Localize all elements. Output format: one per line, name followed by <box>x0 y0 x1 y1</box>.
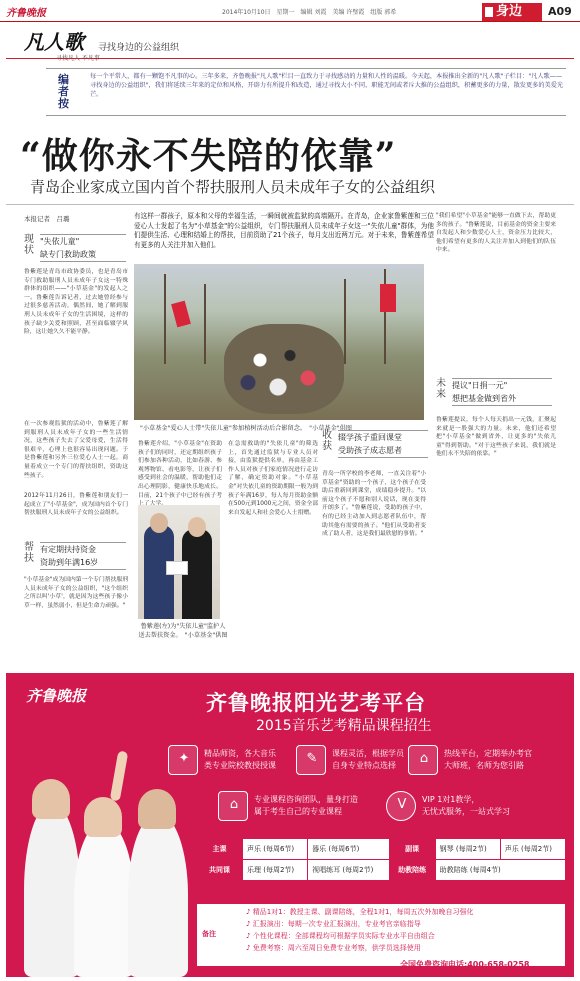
section-tab[interactable] <box>482 3 542 21</box>
body-text: "小草基金"成为国内第一个专门帮扶服刑人员未成年子女的公益组织，"这个组织之所以叫'小草'，就是因为这些孩子像小草一样，虽然弱小，但是生命力顽强。" <box>24 577 128 609</box>
section-title-line: 辍学孩子重回课堂 <box>338 433 402 442</box>
section-heading <box>24 542 134 572</box>
course-name: 声乐 <box>504 845 519 853</box>
body-text: 2012年11月26日，鲁紫莲和朋友们一起成立了"小草基金"，成为国内首个专门帮扶服刑人员未成年子女的公益组织。 <box>24 493 128 517</box>
photo-caption: "小草基金"爱心人士带"失依儿童"参加植树活动后合影留念。 "小草基金"供图 <box>140 425 352 432</box>
section-title-line: 受助孩子成志愿者 <box>338 446 402 455</box>
column-kicker: 寻找身边的公益组织 <box>98 43 180 53</box>
table-header-cell: 共同课 <box>197 860 243 881</box>
section-label: 身边 <box>496 4 523 19</box>
section-heading <box>322 430 432 464</box>
column-brand <box>24 26 94 62</box>
section-title <box>40 542 126 570</box>
body-text: 鲁紫莲介绍，"小草基金"在资助孩子们的同时，还定期组织孩子们参加各种活动，比如春游、参观博物馆、看电影等，让孩子们感受到社会的温暖，帮助他们走出心理阴影，健康快乐地成长。目前，21个孩子中已经有孩子考 <box>138 441 222 499</box>
body-text: 青岛一所学校的李老师，一直关注着"小草基金"资助的一个孩子，这个孩子在受助后重新回到课堂，成绩稳步提升。"以前这个孩子不愿和别人说话，现在变得开朗多了。"鲁紫莲说，受助的孩子中，有的已经主动加入到志愿者队伍中，帮助其他有需要的孩子。"他们从受助者变成了助人者，这是我们最欣慰的事情。" <box>322 471 426 538</box>
issue-meta: 2014年10月10日 星期一 编辑 刘霞 美编 许璧霞 组版 郭希 <box>222 9 397 16</box>
divider <box>6 204 574 205</box>
section-title <box>338 430 428 458</box>
editor-note-text: 每一个平常人，都有一颗饱不凡事的心。三年多来，齐鲁晚报"凡人歌"栏目一直致力于寻找感动的力量和人性的温暖。今天起，本报推出全新的"凡人歌"子栏目："凡人歌——寻找身边的公益组织"，我们将延续三年来的定位和风格，开辟力有所提升和改造，通过寻找大小不同，职能无间或者斥大推的公益组织，积蓄更多的力量，散发更多的美爱光芒。 <box>90 73 564 98</box>
table-row <box>197 860 566 881</box>
note-item: ♪ 精品1对1：教授主课、副课陪练，全程1对1，每周五次外加晚自习强化 <box>246 908 474 916</box>
course-note: (每周2节) <box>521 845 552 853</box>
course-name: 视唱练耳 <box>312 866 341 874</box>
table-header-cell: 助教陪练 <box>389 860 435 881</box>
advertisement[interactable]: 齐鲁晚报 齐鲁晚报阳光艺考平台 2015音乐艺考精品课程招生 ✦ 精品师资，各大音乐 类专业院校教授授课 ✎ 课程灵活，根据学员 自身专业特点选择 ⌂ 热线平台，定期举办考官 大师班，名师为您引路 ⌂ 专业课程咨询团队，量身打造 属于考生自己的专业课程 V VIP 1对1教学， 无忧式服务，一站式学习 主课 声乐 (每周6节) 器乐 (每周6节) 副课 钢琴 (每周2节) 声乐 (每周2节) 共同课 乐理 (每周2节) 视唱练耳 (每周2节) 助教陪练 助教陪练 (每周4节) 备注 ♪ 精品1对1：教授主课、副课陪练，全程1对1，每周五次外加晚自习强化 ♪ 汇报演出：每期一次专业汇报演出，专业考官亲临指导 ♪ 个性化课程：全部课程均可根据学员实际专业水平自由组合 ♪ 免费考察：周六至周日免费专业考察，供学员选择使用 全国免费咨询电话:400-658-0258 <box>6 673 574 977</box>
section-title-line: 资助到年满16岁 <box>40 558 99 567</box>
column-title: 凡人歌 <box>24 30 84 54</box>
section-title-line: "失依儿童" <box>40 237 80 246</box>
subheadline: 青岛企业家成立国内首个帮扶服刑人员未成年子女的公益组织 <box>30 178 436 196</box>
section-title-line: 缺专门救助政策 <box>40 250 96 259</box>
ad-subtitle: 2015音乐艺考精品课程招生 <box>256 718 432 734</box>
ad-title: 齐鲁晚报阳光艺考平台 <box>206 691 426 715</box>
body-text: 在急需救助的"失依儿童"的筛选上，首先通过监狱与专业人员对接，由监狱提供名单，再由基金工作人员对孩子们家庭情况进行走访了解，确定资助对象。"小草基金"对失依儿童的资助期限一般为到孩子年满16岁，每人每月资助金额在500元到1000元之间，资金全部来自发起人和社会爱心人士捐赠。 <box>228 441 318 516</box>
course-name: 助教陪练 <box>439 866 468 874</box>
section-title <box>452 378 552 406</box>
students-photo <box>14 733 194 977</box>
body-text: 鲁紫莲是青岛市政协委员，也是青岛市专门救助服刑人员未成年子女这一特殊群体的组织——"小草基金"的发起人之一。鲁紫莲告诉记者，过去她曾经参与过很多慈善活动，偶然间，她了解到服刑人员未成年子女的生活困境，这样的孩子缺少关爱和照顾，甚至面临辍学风险，这让她久久不能平静。 <box>24 269 128 336</box>
note-item: ♪ 汇报演出：每期一次专业汇报演出，专业考官亲临指导 <box>246 920 421 928</box>
editor-note-tag: 编者按 <box>58 73 69 110</box>
vip-icon: V <box>386 791 416 821</box>
section-title-line: 有定期扶持资金 <box>40 545 96 554</box>
table-header-cell: 主课 <box>197 839 243 860</box>
section-tag: 现状 <box>24 234 34 256</box>
course-name: 声乐 <box>247 845 261 853</box>
note-item: ♪ 个性化课程：全部课程均可根据学员实际专业水平自由组合 <box>246 932 435 940</box>
course-name: 乐理 <box>247 866 261 874</box>
notes-list <box>246 906 566 954</box>
ad-logo: 齐鲁晚报 <box>26 687 87 705</box>
section-tag: 未来 <box>436 378 446 400</box>
note-item: ♪ 免费考察：周六至周日免费专业考察，供学员选择使用 <box>246 944 421 952</box>
donation-photo <box>138 505 220 619</box>
course-name: 钢琴 <box>439 845 454 853</box>
section-title-line: 想把基金做到省外 <box>452 394 516 403</box>
home-icon: ⌂ <box>218 791 248 821</box>
course-note: (每周4节) <box>469 866 501 874</box>
headline: “做你永不失陪的依靠” <box>20 135 397 177</box>
section-heading <box>24 234 134 264</box>
page-number: A09 <box>548 5 572 18</box>
course-name: 器乐 <box>312 845 327 853</box>
hotline[interactable]: 全国免费咨询电话:400-658-0258 <box>400 960 530 969</box>
group-photo <box>134 264 424 420</box>
section-tag: 收获 <box>322 430 332 452</box>
photo-caption: 鲁紫莲(左)为"失依儿童"监护人送去帮扶资金。 "小草基金"供图 <box>138 623 228 639</box>
teacher-icon: ✦ <box>168 745 198 775</box>
section-heading <box>436 378 566 412</box>
course-note: (每周2节) <box>455 845 487 853</box>
body-text: 鲁紫莲提议，每个人每天捐出一元钱，汇聚起来就是一股强大的力量。未来，他们还希望把"小草基金"做到省外，让更多的"失依儿童"得到帮助。"对于这些孩子来说，我们就是他们永不失陪的依靠。" <box>436 417 556 458</box>
divider <box>6 58 574 59</box>
notes-label: 备注 <box>202 930 216 938</box>
section-title <box>40 234 126 262</box>
book-icon: ✎ <box>296 745 326 775</box>
body-text: 在一次参观监狱的活动中，鲁紫莲了解到服刑人员未成年子女的一些生活情况，这些孩子失去了父爱母爱，生活得很艰辛，心理上也很容易出现问题。于是鲁紫莲和另外三位爱心人士一起，商量着成立一个专门的帮扶组织，资助这些孩子。 <box>24 421 128 479</box>
table-row <box>197 839 566 860</box>
lead-paragraph: 有这样一群孩子，原本和父母的幸福生活，一瞬间就被监狱的高墙隔开。在青岛，企业家鲁紫莲和三位爱心人士发起了名为"小草基金"的公益组织，专门帮扶服刑人员未成年子女这一"失依儿童"群体，为他们提供生活、心理和结婚上的帮扶，目前资助了21个孩子，每月支出近两万元。对于未来，鲁紫莲希望有更多的人关注并加入他们。 <box>134 212 434 249</box>
table-header-cell: 副课 <box>389 839 435 860</box>
school-icon: ⌂ <box>408 745 438 775</box>
section-tag: 帮扶 <box>24 542 34 564</box>
course-note: (每周6节) <box>263 845 295 853</box>
byline: 本报记者 吕璐 <box>24 215 70 223</box>
course-note: (每周6节) <box>328 845 360 853</box>
course-note: (每周2节) <box>263 866 295 874</box>
course-table <box>196 838 566 881</box>
course-note: (每周2节) <box>342 866 374 874</box>
body-text: "我们希望"小草基金"能够一直做下去，帮助更多的孩子。"鲁紫莲说，目前基金的资金主要来自发起人和少数爱心人士，资金压力比较大，他们希望有更多的人关注并加入到他们的队伍中来。 <box>436 213 556 254</box>
paper-logo: 齐鲁晚报 <box>6 8 46 19</box>
section-title-line: 提议"日捐一元" <box>452 381 508 390</box>
